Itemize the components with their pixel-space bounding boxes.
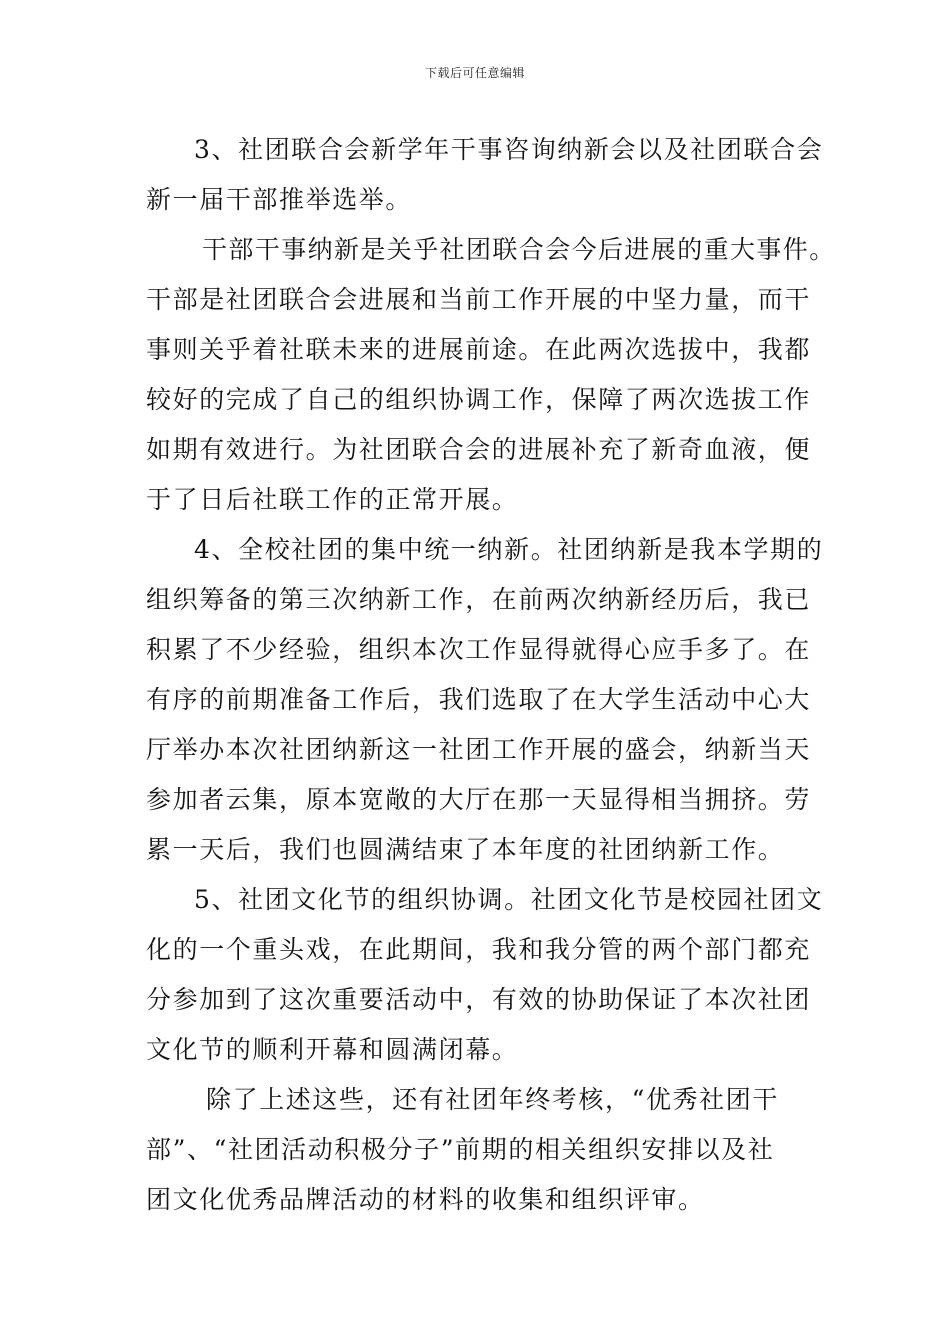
text-line: 化的一个重头戏，在此期间，我和我分管的两个部门都充 [146, 935, 812, 964]
text-line: 分参加到了这次重要活动中，有效的协助保证了本次社团 [146, 985, 812, 1014]
text-line: 3、社团联合会新学年干事咨询纳新会以及社团联合会 [194, 135, 824, 164]
text-line: 新一届干部推举选举。 [146, 185, 413, 214]
text-line: 文化节的顺利开幕和圆满闭幕。 [146, 1035, 519, 1064]
text-line: 组织筹备的第三次纳新工作，在前两次纳新经历后，我已 [146, 585, 812, 614]
page-header: 下载后可任意编辑 [424, 66, 525, 80]
text-line: 除了上述这些，还有社团年终考核，“优秀社团干 [206, 1085, 779, 1114]
text-line: 有序的前期准备工作后，我们选取了在大学生活动中心大 [146, 685, 812, 714]
text-line: 较好的完成了自己的组织协调工作，保障了两次选拔工作 [146, 385, 812, 414]
text-line: 部”、“社团活动积极分子”前期的相关组织安排以及社 [146, 1135, 775, 1164]
text-line: 参加者云集，原本宽敞的大厅在那一天显得相当拥挤。劳 [146, 785, 812, 814]
text-line: 于了日后社联工作的正常开展。 [146, 485, 519, 514]
text-line: 4、全校社团的集中统一纳新。社团纳新是我本学期的 [194, 535, 824, 564]
text-line: 累一天后，我们也圆满结束了本年度的社团纳新工作。 [146, 835, 785, 864]
text-line: 如期有效进行。为社团联合会的进展补充了新奇血液，便 [146, 435, 812, 464]
text-line: 积累了不少经验，组织本次工作显得就得心应手多了。在 [146, 635, 812, 664]
text-line: 厅举办本次社团纳新这一社团工作开展的盛会，纳新当天 [146, 735, 812, 764]
text-line: 团文化优秀品牌活动的材料的收集和组织评审。 [146, 1185, 705, 1214]
text-line: 干部干事纳新是关乎社团联合会今后进展的重大事件。 [202, 235, 836, 264]
text-line: 事则关乎着社联未来的进展前途。在此两次选拔中，我都 [146, 335, 812, 364]
text-line: 干部是社团联合会进展和当前工作开展的中坚力量，而干 [146, 285, 812, 314]
text-line: 5、社团文化节的组织协调。社团文化节是校园社团文 [194, 885, 824, 914]
